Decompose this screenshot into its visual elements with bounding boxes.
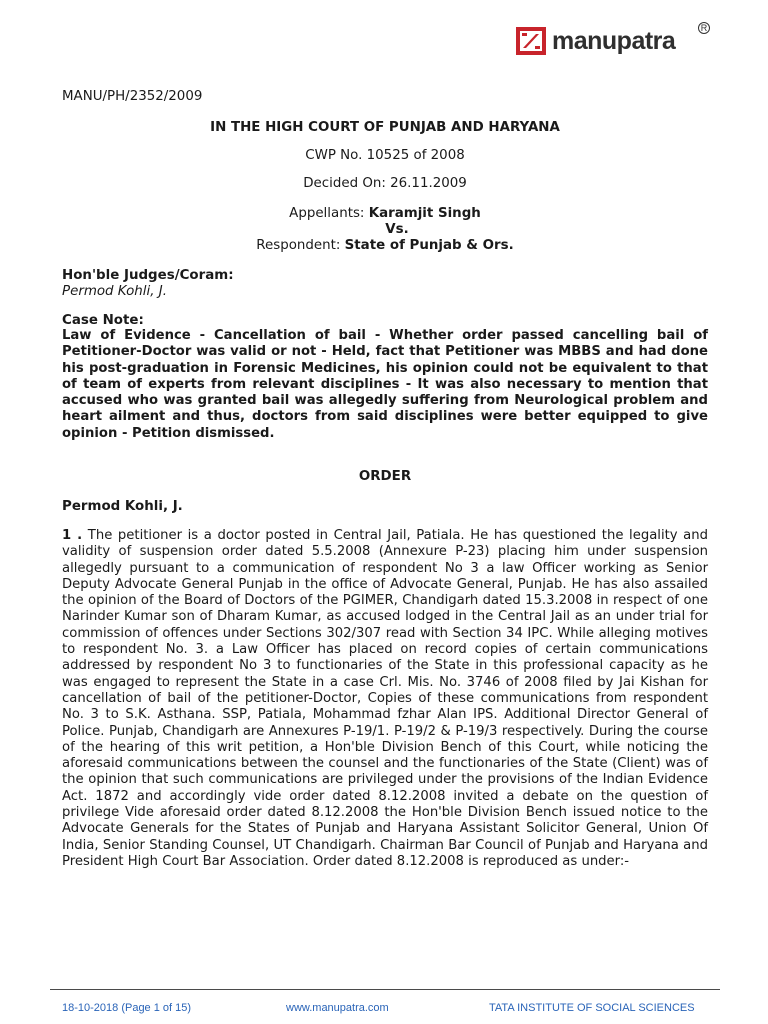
order-heading: ORDER (358, 469, 412, 484)
appellants-line (62, 206, 708, 221)
order-author: Permod Kohli, J. (62, 499, 183, 514)
paragraph-text: The petitioner is a doctor posted in Central Jail, Patiala. He has questioned the legality and validity of suspension order dated 5.5.2008 (Annexure P-23) placing him under suspension allegedly pursuant to a communication of respondent No 3 a law Officer working as Senior Deputy Advocate General Punjab in the office of Advocate General, Punjab. He has also assailed the opinion of the Board of Doctors of the PGIMER, Chandigarh dated 15.3.2008 in respect of one Narinder Kumar son of Dharam Kumar, as accused lodged in the Central Jail as an under trial for commission of offences under Sections 302/307 read with Section 34 IPC. While alleging motives to respondent No. 3. a Law Officer has placed on record copies of certain communications addressed by respondent No 3 to functionaries of the State in this professional capacity as he was engaged to represent the State in a case Crl. Mis. No. 3746 of 2008 filed by Jai Kishan for cancellation of bail of the petitioner-Doctor, Copies of these communications from respondent No. 3 to S.K. Asthana. SSP, Patiala, Mohammad fzhar Alan IPS. Additional Director General of Police. Punjab, Chandigarh are Annexures P-19/1. P-19/2 & P-19/3 respectively. During the course of the hearing of this writ petition, a Hon'ble Division Bench of this Court, while noticing the aforesaid communications between the counsel and the functionaries of the State (Client) was of the opinion that such communications are privileged under the provisions of the Indian Evidence Act. 1872 and accordingly vide order dated 8.12.2008 invited a debate on the question of privilege Vide aforesaid order dated 8.12.2008 the Hon'ble Division Bench issued notice to the Advocate Generals for the States of Punjab and Haryana Assistant Solicitor General, Union Of India, Senior Standing Counsel, UT Chandigarh. Chairman Bar Council of Punjab and Haryana and President High Court Bar Association. Order dated 8.12.2008 is reproduced as under:- (62, 528, 708, 869)
footer-website-link[interactable]: www.manupatra.com (286, 1002, 389, 1014)
case-note-heading: Case Note: (62, 313, 144, 328)
footer-divider (50, 989, 720, 990)
paragraph-number: 1 . (62, 528, 83, 543)
versus: Vs. (385, 222, 409, 237)
case-number: CWP No. 10525 of 2008 (305, 148, 465, 163)
respondent-label: Respondent: (256, 238, 341, 253)
manupatra-logo (516, 24, 708, 58)
footer-page-info: 18-10-2018 (Page 1 of 15) (62, 1002, 192, 1014)
case-note-text: Law of Evidence - Cancellation of bail - Whether order passed cancelling bail of Petitioner-Doctor was valid or not - Held, fact that Petitioner was MBBS and had done his post-graduation in Forensic Medicines, his opinion could not be equivalent to that of team of experts from relevant disciplines - It was also necessary to mention that accused who was granted bail was allegedly suffering from Neurological problem and heart ailment and thus, doctors from said disciplines were better equipped to give opinion - Petition dismissed. (62, 328, 708, 441)
citation: MANU/PH/2352/2009 (62, 89, 203, 104)
judges-name: Permod Kohli, J. (62, 284, 167, 299)
registered-mark: R (698, 22, 710, 34)
manupatra-mark-icon (516, 27, 546, 55)
respondent-line (62, 238, 708, 253)
court-title: IN THE HIGH COURT OF PUNJAB AND HARYANA (210, 120, 560, 135)
appellants-name: Karamjit Singh (368, 206, 481, 221)
decided-on: Decided On: 26.11.2009 (303, 176, 467, 191)
respondent-name: State of Punjab & Ors. (344, 238, 514, 253)
brand-name: manupatra (552, 26, 676, 55)
appellants-label: Appellants: (289, 206, 365, 221)
judges-heading: Hon'ble Judges/Coram: (62, 268, 234, 283)
paragraph-1 (62, 528, 708, 870)
footer-institution: TATA INSTITUTE OF SOCIAL SCIENCES (489, 1002, 695, 1014)
